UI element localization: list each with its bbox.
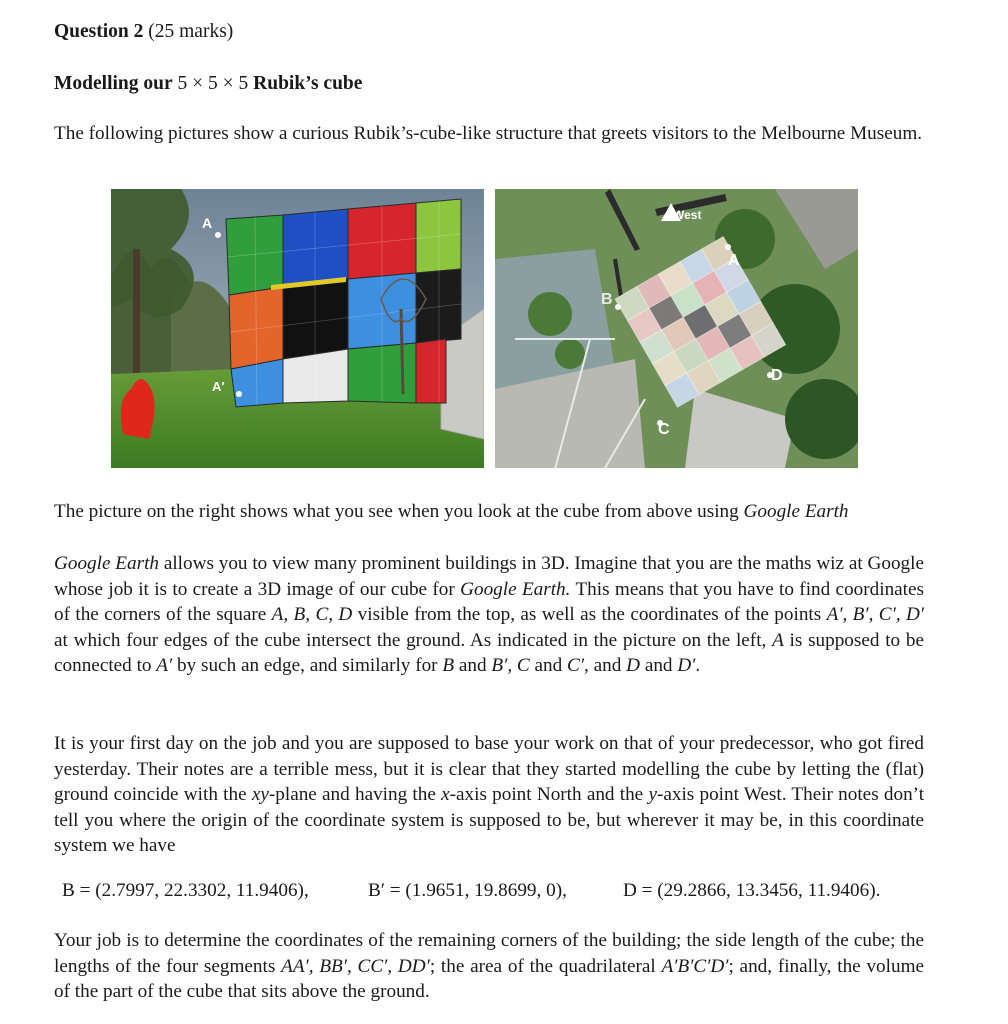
- google-earth-photo: [495, 189, 858, 468]
- label-b-top: B: [601, 291, 613, 308]
- paragraph-job-requirements: Your job is to determine the coordinates of the remaining corners of the building; the side length of the cube; the lengths of the four segments AA′, BB′, CC′, DD′; the area of the quadrilateral A′B′C′D′; and, finally, the volume of the part of the cube that sits above the ground.: [54, 930, 925, 1002]
- equation-b-prime: B′ = (1.9651, 19.8699, 0),: [368, 880, 567, 901]
- label-a: A: [202, 215, 213, 231]
- intro-paragraph: The following pictures show a curious Rubik’s-cube-like structure that greets visitors to the Melbourne Museum.: [54, 123, 923, 144]
- label-a-top: A: [728, 252, 740, 269]
- label-a-prime: A′: [212, 379, 225, 394]
- label-d-top: D: [771, 367, 783, 384]
- equation-d: D = (29.2866, 13.3456, 11.9406).: [623, 880, 881, 901]
- section-title: Modelling our 5 × 5 × 5 Rubik’s cube: [54, 73, 363, 94]
- label-c-top: C: [658, 421, 670, 438]
- equation-b: B = (2.7997, 22.3302, 11.9406),: [62, 880, 309, 901]
- question-heading: Question 2 (25 marks): [54, 21, 234, 42]
- paragraph-predecessor-notes: It is your first day on the job and you are supposed to base your work on that of your predecessor, who got fired yesterday. Their notes are a terrible mess, but it is clear that they started modelling the cube by letting the (flat) ground coincide with the xy-plane and having the x-axis point North and the y-axis point West. Their notes don’t tell you where the origin of the coordinate system is supposed to be, but wherever it may be, in this coordinate system we have: [54, 733, 925, 856]
- paragraph-task-description: Google Earth allows you to view many prominent buildings in 3D. Imagine that you are the maths wiz at Google whose job it is to create a 3D image of our cube for Google Earth. This means that you have to find coordinates of the corners of the square A, B, C, D visible from the top, as well as the coordinates of the points A′, B′, C′, D′ at which four edges of the cube intersect the ground. As indicated in the picture on the left, A is supposed to be connected to A′ by such an edge, and similarly for B and B′, C and C′, and D and D′.: [54, 553, 924, 676]
- label-west: West: [673, 208, 702, 222]
- cube-ground-photo: [111, 189, 484, 468]
- paragraph-google-earth-view: The picture on the right shows what you see when you look at the cube from above using Google Earth: [54, 501, 849, 522]
